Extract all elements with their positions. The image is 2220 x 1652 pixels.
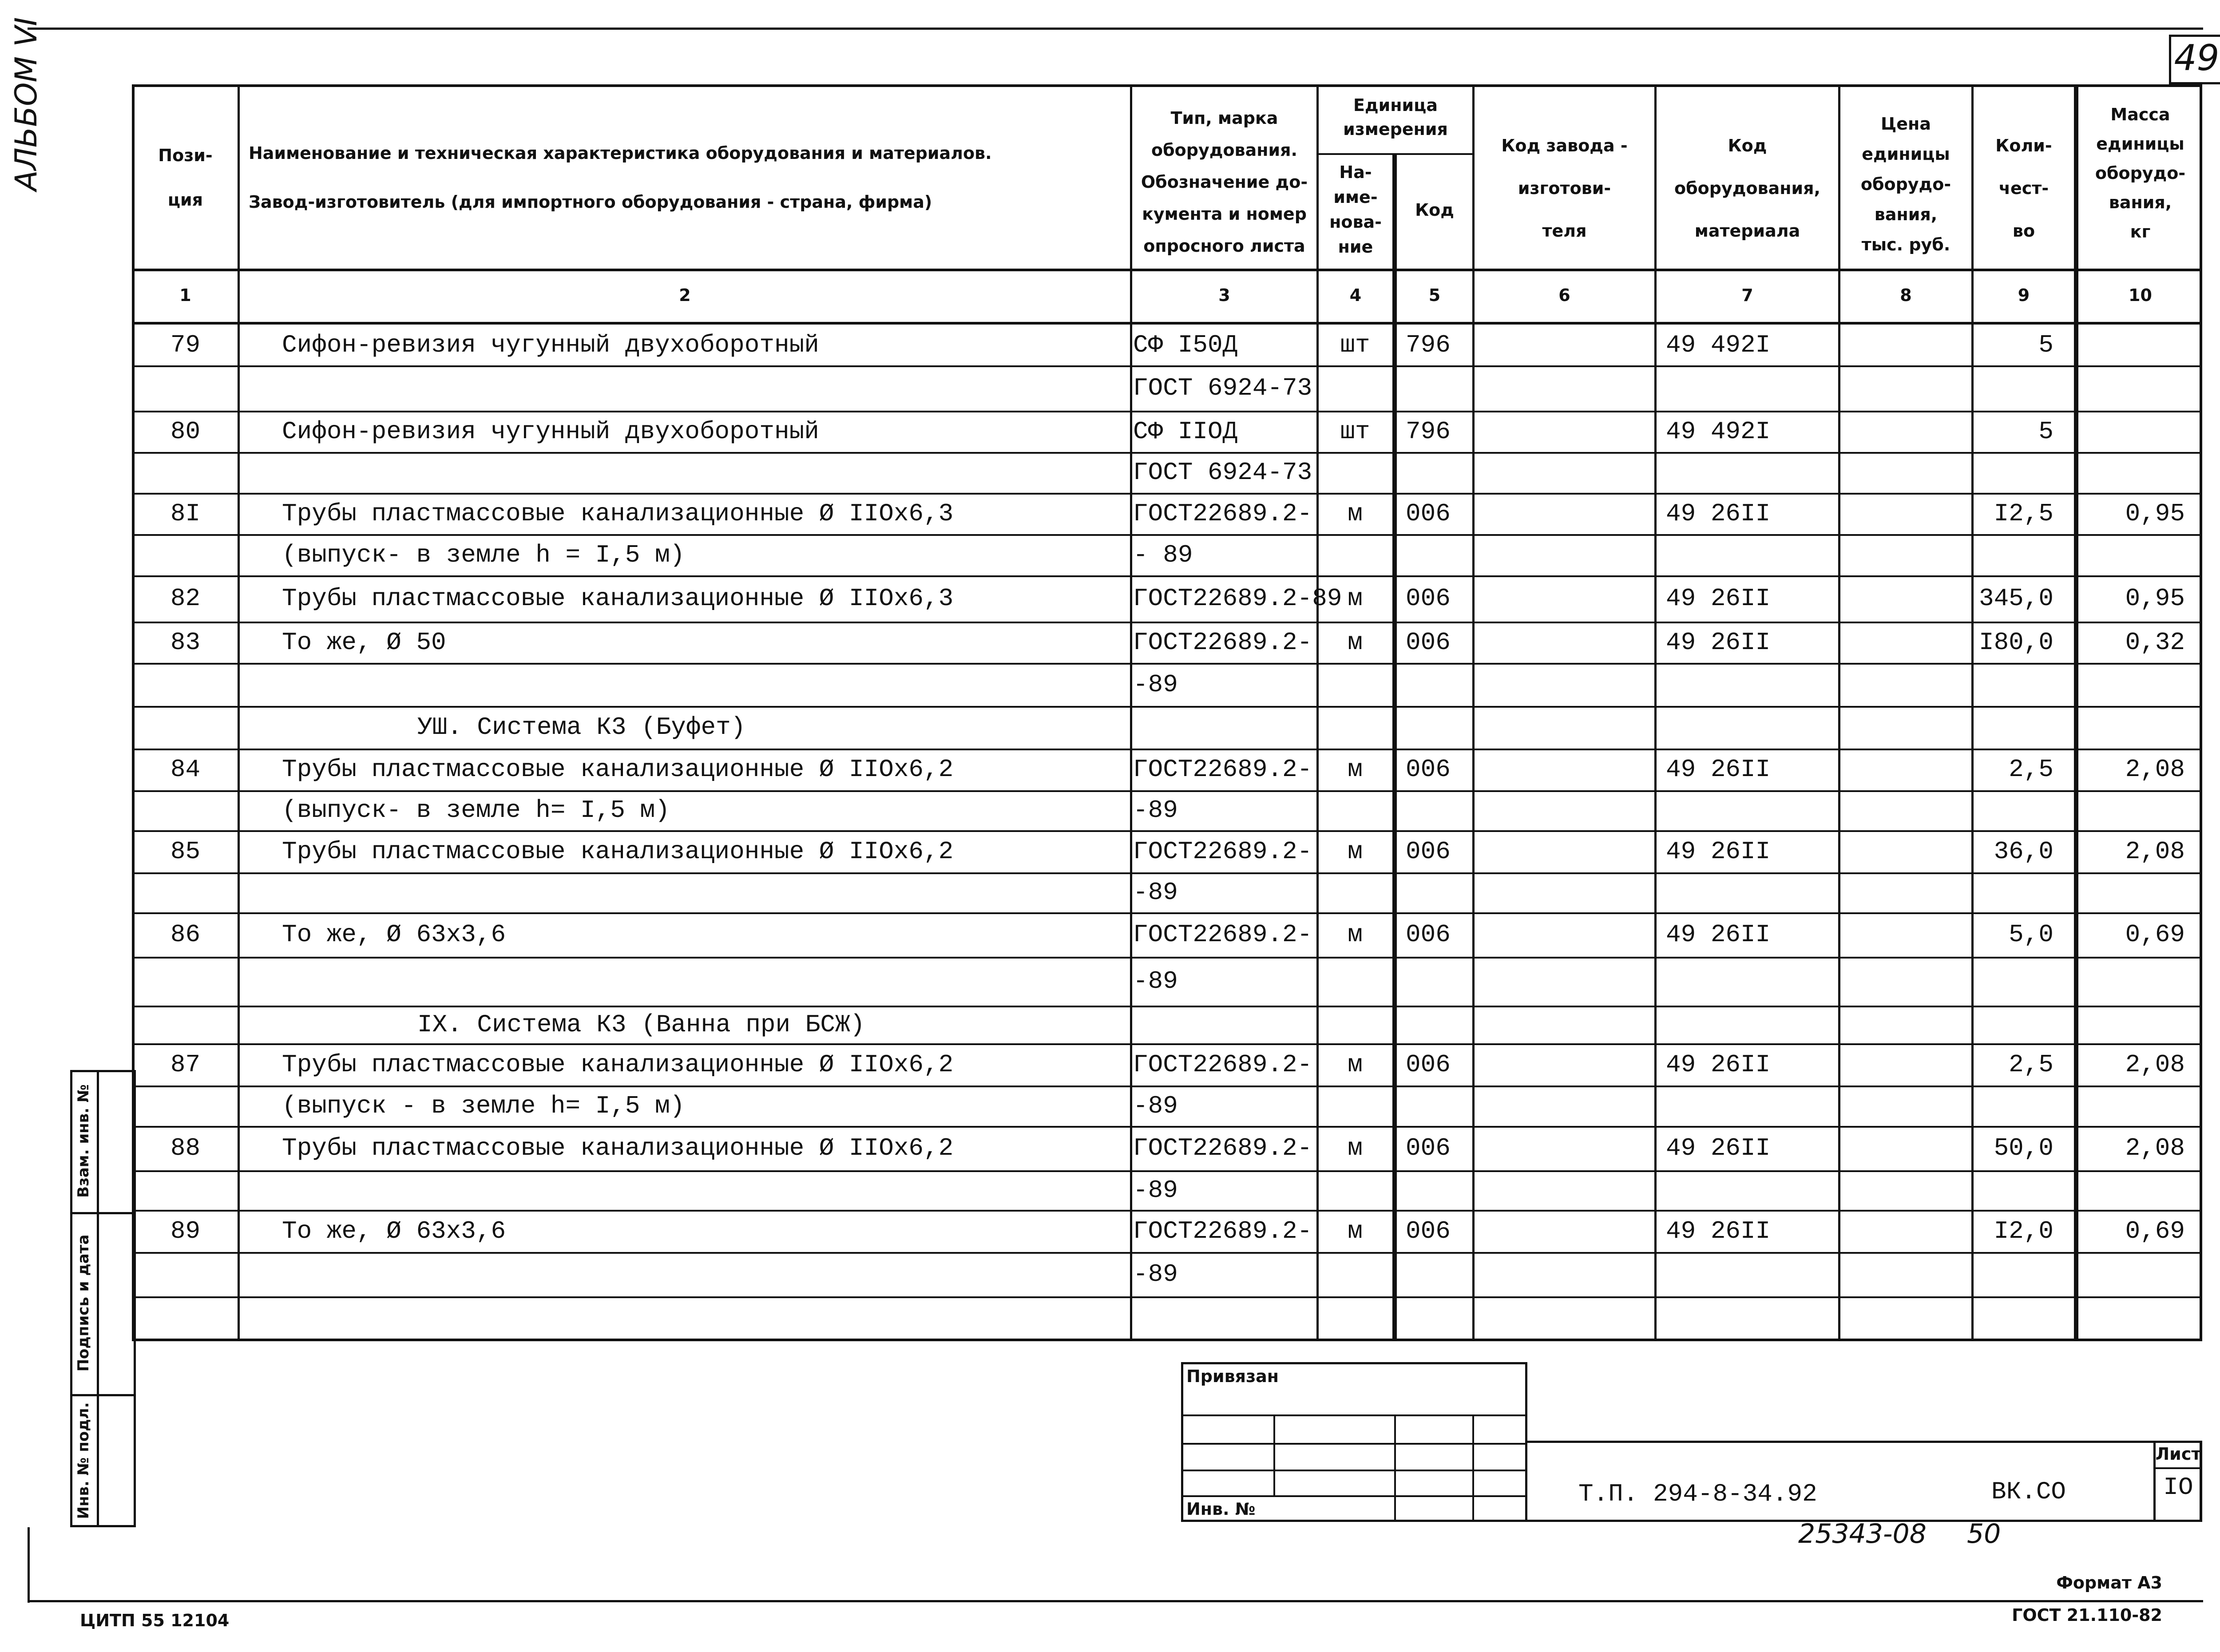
stamp-line — [1181, 1470, 1527, 1471]
row-line — [132, 957, 2202, 959]
col-line — [1654, 84, 1657, 1341]
top-border-line — [28, 28, 2203, 30]
cell-code: 006 — [1406, 1134, 1451, 1162]
col-number: 6 — [1558, 285, 1570, 305]
stamp-doc: Т.П. 294-8-34.92 — [1578, 1480, 1817, 1508]
stamp-line — [1394, 1414, 1396, 1522]
header-factory-code: Код завода - изготови- теля — [1501, 136, 1628, 241]
gost-label: ГОСТ 21.110-82 — [2012, 1605, 2162, 1625]
cell-type: ГОСТ22689.2- — [1133, 755, 1312, 784]
row-line — [132, 622, 2202, 623]
col-line — [238, 84, 240, 1341]
cell-pos: 88 — [170, 1134, 201, 1162]
row-line — [132, 1043, 2202, 1045]
cell-type: -89 — [1133, 1176, 1178, 1204]
cell-type: ГОСТ22689.2- — [1133, 628, 1312, 657]
cell-mass: 2,08 — [2125, 1050, 2185, 1079]
cell-type: ГОСТ22689.2-89 — [1133, 584, 1342, 613]
cell-qty: 36,0 — [1994, 837, 2054, 866]
cell-code: 006 — [1406, 628, 1451, 657]
header-unit-name: На- име- нова- ние — [1329, 162, 1382, 257]
header-number-line — [132, 322, 2202, 325]
row-line — [132, 452, 2202, 454]
col-number: 4 — [1349, 285, 1362, 305]
cell-type: -89 — [1133, 670, 1178, 699]
cell-mat: 49 26II — [1666, 1216, 1771, 1245]
row-line — [132, 663, 2202, 665]
row-line — [132, 790, 2202, 792]
cell-unit: м — [1348, 1134, 1363, 1162]
row-line — [132, 872, 2202, 874]
row-line — [132, 912, 2202, 914]
cell-pos: 82 — [170, 584, 201, 613]
cell-name: Сифон-ревизия чугунный двухоборотный — [282, 417, 819, 446]
stamp-line — [1181, 1414, 1527, 1416]
cell-mass: 0,95 — [2125, 499, 2185, 528]
row-line — [132, 1006, 2202, 1007]
header-unit-group: Единица измерения — [1343, 95, 1448, 139]
col-number: 10 — [2129, 285, 2152, 305]
stamp-line — [1273, 1414, 1275, 1495]
header-mass: Масса единицы оборудо- вания, кг — [2095, 105, 2186, 242]
row-line — [132, 365, 2202, 367]
cell-unit: м — [1348, 499, 1363, 528]
cell-mat: 49 492I — [1666, 330, 1771, 359]
cell-pos: 87 — [170, 1050, 201, 1079]
table-body-bottom — [132, 1339, 2202, 1341]
cell-qty: 5,0 — [2009, 920, 2054, 949]
cell-type: ГОСТ22689.2- — [1133, 1050, 1312, 1079]
side-label-inv: Инв. № подл. — [75, 1402, 92, 1519]
cell-unit: м — [1348, 1216, 1363, 1245]
cell-mat: 49 26II — [1666, 1050, 1771, 1079]
cell-name: (выпуск- в земле h= I,5 м) — [282, 796, 670, 824]
cell-code: 006 — [1406, 1216, 1451, 1245]
row-line — [132, 1085, 2202, 1087]
cell-type: ГОСТ22689.2- — [1133, 920, 1312, 949]
cell-code: 006 — [1406, 837, 1451, 866]
format-label: Формат A3 — [2056, 1573, 2162, 1593]
cell-pos: 79 — [170, 330, 201, 359]
cell-qty: 5 — [2038, 330, 2054, 359]
cell-type: -89 — [1133, 1091, 1178, 1120]
cell-name: Трубы пластмассовые канализационные Ø IIОх6,2 — [282, 755, 954, 784]
cell-type: ГОСТ 6924-73 — [1133, 458, 1312, 487]
cell-name: Сифон-ревизия чугунный двухоборотный — [282, 330, 819, 359]
cell-qty: 5 — [2038, 417, 2054, 446]
cell-mat: 49 26II — [1666, 584, 1771, 613]
row-line — [132, 575, 2202, 577]
cell-mass: 0,32 — [2125, 628, 2185, 657]
row-line — [132, 1126, 2202, 1128]
stamp-line — [1181, 1443, 1527, 1445]
cell-mass: 2,08 — [2125, 755, 2185, 784]
section-title: IX. Система К3 (Ванна при БСЖ) — [417, 1010, 865, 1039]
cell-name: То же, Ø 50 — [282, 628, 446, 657]
cell-mat: 49 26II — [1666, 755, 1771, 784]
cell-mass: 2,08 — [2125, 837, 2185, 866]
cell-mat: 49 26II — [1666, 499, 1771, 528]
row-line — [132, 749, 2202, 750]
stamp-line — [2153, 1467, 2202, 1469]
header-price: Цена единицы оборудо- вания, тыс. руб. — [1860, 114, 1951, 254]
cell-mass: 2,08 — [2125, 1134, 2185, 1162]
cell-name: Трубы пластмассовые канализационные Ø IIОх6,3 — [282, 499, 954, 528]
stamp-code: ВК.СО — [1991, 1478, 2066, 1506]
cell-unit: м — [1348, 584, 1363, 613]
col-line — [2074, 84, 2078, 1341]
cell-pos: 80 — [170, 417, 201, 446]
cell-name: Трубы пластмассовые канализационные Ø IIОх6,2 — [282, 1050, 954, 1079]
cell-unit: шт — [1340, 330, 1370, 359]
cell-name: (выпуск - в земле h= I,5 м) — [282, 1091, 685, 1120]
cell-name: Трубы пластмассовые канализационные Ø IIОх6,2 — [282, 837, 954, 866]
cell-mat: 49 492I — [1666, 417, 1771, 446]
row-line — [132, 1210, 2202, 1212]
header-material-code: Код оборудования, материала — [1674, 136, 1820, 241]
col-line — [1472, 84, 1475, 1341]
cell-code: 006 — [1406, 1050, 1451, 1079]
footer-left: ЦИТП 55 12104 — [80, 1611, 230, 1630]
header-unit-code: Код — [1415, 200, 1454, 220]
side-label-vzam: Взам. инв. № — [75, 1084, 92, 1198]
cell-type: СФ I50Д — [1133, 330, 1238, 359]
unit-group-line — [1316, 153, 1472, 155]
cell-pos: 84 — [170, 755, 201, 784]
cell-unit: м — [1348, 755, 1363, 784]
cell-pos: 85 — [170, 837, 201, 866]
cell-name: Трубы пластмассовые канализационные Ø IIОх6,3 — [282, 584, 954, 613]
cell-unit: шт — [1340, 417, 1370, 446]
cell-type: -89 — [1133, 967, 1178, 995]
cell-pos: 83 — [170, 628, 201, 657]
row-line — [132, 1170, 2202, 1172]
cell-type: ГОСТ22689.2- — [1133, 1216, 1312, 1245]
col-line — [1838, 84, 1840, 1341]
header-quantity: Коли- чест- во — [1995, 136, 2052, 241]
row-line — [132, 534, 2202, 536]
cell-mass: 0,95 — [2125, 584, 2185, 613]
left-border-line — [28, 1527, 30, 1603]
stamp-inv: Инв. № — [1186, 1499, 1256, 1519]
cell-mass: 0,69 — [2125, 1216, 2185, 1245]
cell-pos: 89 — [170, 1216, 201, 1245]
cell-type: - 89 — [1133, 540, 1193, 569]
cell-unit: м — [1348, 837, 1363, 866]
stamp-sheet-label: Лист — [2155, 1444, 2201, 1464]
col-number: 5 — [1428, 285, 1441, 305]
album-label: АЛЬБОМ VI — [9, 17, 44, 191]
cell-pos: 86 — [170, 920, 201, 949]
col-number: 2 — [679, 285, 691, 305]
row-line — [132, 830, 2202, 832]
handwritten-num: 50 — [1967, 1518, 2001, 1549]
header-type: Тип, марка оборудования. Обозначение до- кумента и номер опросного листа — [1141, 108, 1308, 256]
cell-type: ГОСТ22689.2- — [1133, 1134, 1312, 1162]
cell-unit: м — [1348, 628, 1363, 657]
cell-type: -89 — [1133, 1260, 1178, 1288]
cell-type: ГОСТ 6924-73 — [1133, 374, 1312, 402]
cell-code: 796 — [1406, 417, 1451, 446]
cell-name: То же, Ø 63х3,6 — [282, 920, 506, 949]
col-line — [1392, 153, 1397, 1341]
cell-code: 796 — [1406, 330, 1451, 359]
stamp-privyazan: Привязан — [1186, 1367, 1279, 1386]
cell-mat: 49 26II — [1666, 1134, 1771, 1162]
cell-qty: I80,0 — [1978, 628, 2054, 657]
cell-qty: 2,5 — [2009, 1050, 2054, 1079]
row-line — [132, 411, 2202, 412]
cell-type: ГОСТ22689.2- — [1133, 499, 1312, 528]
col-number: 7 — [1741, 285, 1753, 305]
cell-name: То же, Ø 63х3,6 — [282, 1216, 506, 1245]
stamp-line — [1472, 1414, 1474, 1522]
col-number: 1 — [179, 285, 191, 305]
cell-mass: 0,69 — [2125, 920, 2185, 949]
cell-type: СФ IIОД — [1133, 417, 1238, 446]
cell-mat: 49 26II — [1666, 920, 1771, 949]
cell-name: (выпуск- в земле h = I,5 м) — [282, 540, 685, 569]
stamp-sheet: IO — [2163, 1473, 2193, 1501]
cell-type: -89 — [1133, 796, 1178, 824]
side-label-podpis: Подпись и дата — [75, 1234, 92, 1372]
cell-type: ГОСТ22689.2- — [1133, 837, 1312, 866]
cell-mat: 49 26II — [1666, 837, 1771, 866]
cell-name: Трубы пластмассовые канализационные Ø IIОх6,2 — [282, 1134, 954, 1162]
col-number: 9 — [2018, 285, 2030, 305]
cell-mat: 49 26II — [1666, 628, 1771, 657]
page-number: 49 — [2174, 37, 2220, 79]
row-line — [132, 1296, 2202, 1298]
header-line — [132, 269, 2202, 271]
bottom-border-line — [28, 1600, 2203, 1602]
handwritten-code: 25343-08 — [1798, 1518, 1927, 1549]
cell-code: 006 — [1406, 920, 1451, 949]
cell-code: 006 — [1406, 755, 1451, 784]
cell-unit: м — [1348, 1050, 1363, 1079]
row-line — [132, 493, 2202, 495]
cell-unit: м — [1348, 920, 1363, 949]
cell-pos: 8I — [170, 499, 201, 528]
section-title: УШ. Система К3 (Буфет) — [417, 713, 746, 741]
cell-qty: I2,5 — [1994, 499, 2054, 528]
header-position: Пози- ция — [158, 146, 213, 210]
row-line — [132, 706, 2202, 708]
header-name: Наименование и техническая характеристика оборудования и материалов. Завод-изготовитель (для импортного оборудования - страна, фирма) — [249, 143, 992, 212]
side-stamp-divider — [97, 1070, 99, 1527]
row-line — [132, 1252, 2202, 1254]
col-number: 8 — [1900, 285, 1912, 305]
col-line — [1130, 84, 1132, 1341]
cell-qty: 345,0 — [1978, 584, 2054, 613]
cell-qty: 2,5 — [2009, 755, 2054, 784]
cell-type: -89 — [1133, 878, 1178, 907]
cell-code: 006 — [1406, 584, 1451, 613]
cell-qty: 50,0 — [1994, 1134, 2054, 1162]
col-number: 3 — [1218, 285, 1230, 305]
cell-qty: I2,0 — [1994, 1216, 2054, 1245]
cell-code: 006 — [1406, 499, 1451, 528]
